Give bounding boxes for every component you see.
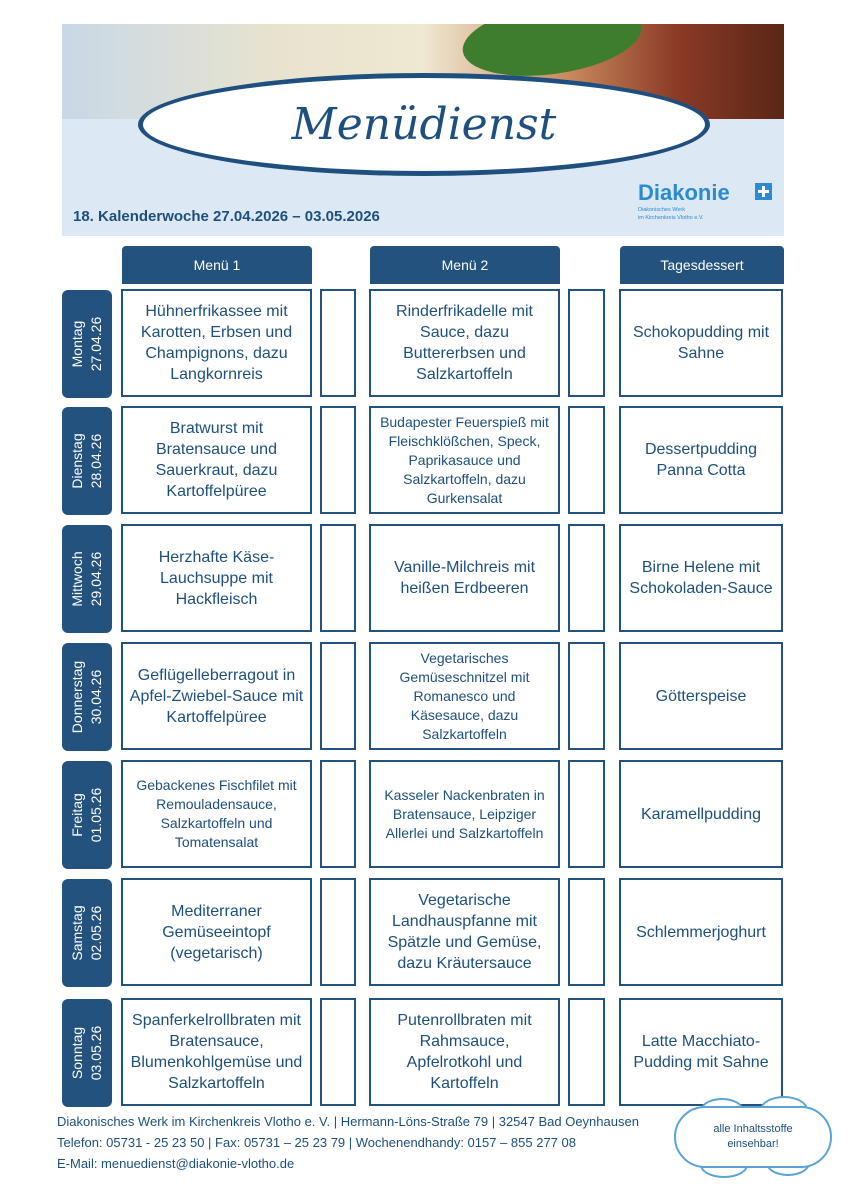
menu2-thursday: Vegetarisches Gemüseschnitzel mit Romanesco und Käsesauce, dazu Salzkartoffeln (369, 642, 560, 750)
day-label-thursday (62, 643, 112, 751)
dessert-monday: Schokopudding mit Sahne (619, 289, 783, 397)
menu1-checkbox-friday[interactable] (320, 760, 356, 868)
menu1-monday: Hühnerfrikassee mit Karotten, Erbsen und Champignons, dazu Langkornreis (121, 289, 312, 397)
day-label-friday (62, 761, 112, 869)
dessert-thursday: Götterspeise (619, 642, 783, 750)
day-date: 27.04.26 (88, 316, 104, 372)
day-name: Dienstag (69, 433, 85, 489)
day-label-tuesday (62, 407, 112, 515)
page-title: Menüdienst (291, 99, 557, 150)
footer-email[interactable]: E-Mail: menuedienst@diakonie-vlotho.de (57, 1156, 295, 1171)
menu1-checkbox-tuesday[interactable] (320, 406, 356, 514)
day-date: 30.04.26 (88, 669, 104, 725)
day-date: 01.05.26 (88, 787, 104, 843)
footer-phone: Telefon: 05731 - 25 23 50 | Fax: 05731 – 25 23 79 | Wochenendhandy: 0157 – 855 277 08 (57, 1135, 576, 1150)
day-date: 02.05.26 (88, 905, 104, 961)
menu2-checkbox-wednesday[interactable] (568, 524, 605, 632)
menu2-checkbox-thursday[interactable] (568, 642, 605, 750)
menu2-checkbox-saturday[interactable] (568, 878, 605, 986)
ingredients-note-cloud (674, 1106, 832, 1168)
menu2-checkbox-monday[interactable] (568, 289, 605, 397)
column-header-menu2: Menü 2 (370, 246, 560, 284)
day-name: Sonntag (69, 1026, 85, 1080)
diakonie-logo (638, 180, 730, 222)
day-label-sunday (62, 999, 112, 1107)
logo-subline-1: Diakonisches Werk (638, 207, 685, 213)
menu1-checkbox-wednesday[interactable] (320, 524, 356, 632)
column-header-dessert: Tagesdessert (620, 246, 784, 284)
day-date: 03.05.26 (88, 1025, 104, 1081)
menu1-thursday: Geflügelleberragout in Apfel-Zwiebel-Sauce mit Kartoffelpüree (121, 642, 312, 750)
menu1-tuesday: Bratwurst mit Bratensauce und Sauerkraut, dazu Kartoffelpüree (121, 406, 312, 514)
menu1-sunday: Spanferkelrollbraten mit Bratensauce, Blumenkohlgemüse und Salzkartoffeln (121, 998, 312, 1106)
day-name: Montag (69, 320, 85, 368)
menu2-checkbox-sunday[interactable] (568, 998, 605, 1106)
day-name: Samstag (69, 905, 85, 961)
menu2-tuesday: Budapester Feuerspieß mit Fleischklößchen, Speck, Paprikasauce und Salzkartoffeln, dazu Gurkensalat (369, 406, 560, 514)
menu2-friday: Kasseler Nackenbraten in Bratensauce, Leipziger Allerlei und Salzkartoffeln (369, 760, 560, 868)
dessert-tuesday: Dessertpudding Panna Cotta (619, 406, 783, 514)
footer-address: Diakonisches Werk im Kirchenkreis Vlotho e. V. | Hermann-Löns-Straße 79 | 32547 Bad Oeynhausen (57, 1114, 639, 1129)
menu2-sunday: Putenrollbraten mit Rahmsauce, Apfelrotkohl und Kartoffeln (369, 998, 560, 1106)
day-label-wednesday (62, 525, 112, 633)
calendar-week: 18. Kalenderwoche 27.04.2026 – 03.05.2026 (73, 208, 380, 225)
menu1-saturday: Mediterraner Gemüseeintopf (vegetarisch) (121, 878, 312, 986)
menu2-checkbox-tuesday[interactable] (568, 406, 605, 514)
menu1-checkbox-thursday[interactable] (320, 642, 356, 750)
day-label-saturday (62, 879, 112, 987)
ingredients-note: alle Inhaltsstoffe einsehbar! (713, 1123, 793, 1150)
day-name: Donnerstag (69, 660, 85, 734)
cross-icon (755, 183, 772, 200)
menu1-checkbox-monday[interactable] (320, 289, 356, 397)
menu1-friday: Gebackenes Fischfilet mit Remouladensauce, Salzkartoffeln und Tomatensalat (121, 760, 312, 868)
menu1-checkbox-sunday[interactable] (320, 998, 356, 1106)
day-name: Freitag (69, 793, 85, 837)
menu2-checkbox-friday[interactable] (568, 760, 605, 868)
menu2-saturday: Vegetarische Landhauspfanne mit Spätzle und Gemüse, dazu Kräutersauce (369, 878, 560, 986)
menu1-wednesday: Herzhafte Käse-Lauchsuppe mit Hackfleisch (121, 524, 312, 632)
footer-contact (57, 1111, 639, 1174)
dessert-sunday: Latte Macchiato-Pudding mit Sahne (619, 998, 783, 1106)
day-label-monday (62, 290, 112, 398)
column-header-menu1: Menü 1 (122, 246, 312, 284)
dessert-saturday: Schlemmerjoghurt (619, 878, 783, 986)
day-date: 29.04.26 (88, 551, 104, 607)
menu1-checkbox-saturday[interactable] (320, 878, 356, 986)
day-date: 28.04.26 (88, 433, 104, 489)
dessert-friday: Karamellpudding (619, 760, 783, 868)
logo-name: Diakonie (638, 180, 730, 205)
day-name: Mittwoch (69, 551, 85, 607)
logo-subline-2: im Kirchenkreis Vlotho e.V. (638, 215, 704, 221)
dessert-wednesday: Birne Helene mit Schokoladen-Sauce (619, 524, 783, 632)
menu2-wednesday: Vanille-Milchreis mit heißen Erdbeeren (369, 524, 560, 632)
menu2-monday: Rinderfrikadelle mit Sauce, dazu Buttererbsen und Salzkartoffeln (369, 289, 560, 397)
